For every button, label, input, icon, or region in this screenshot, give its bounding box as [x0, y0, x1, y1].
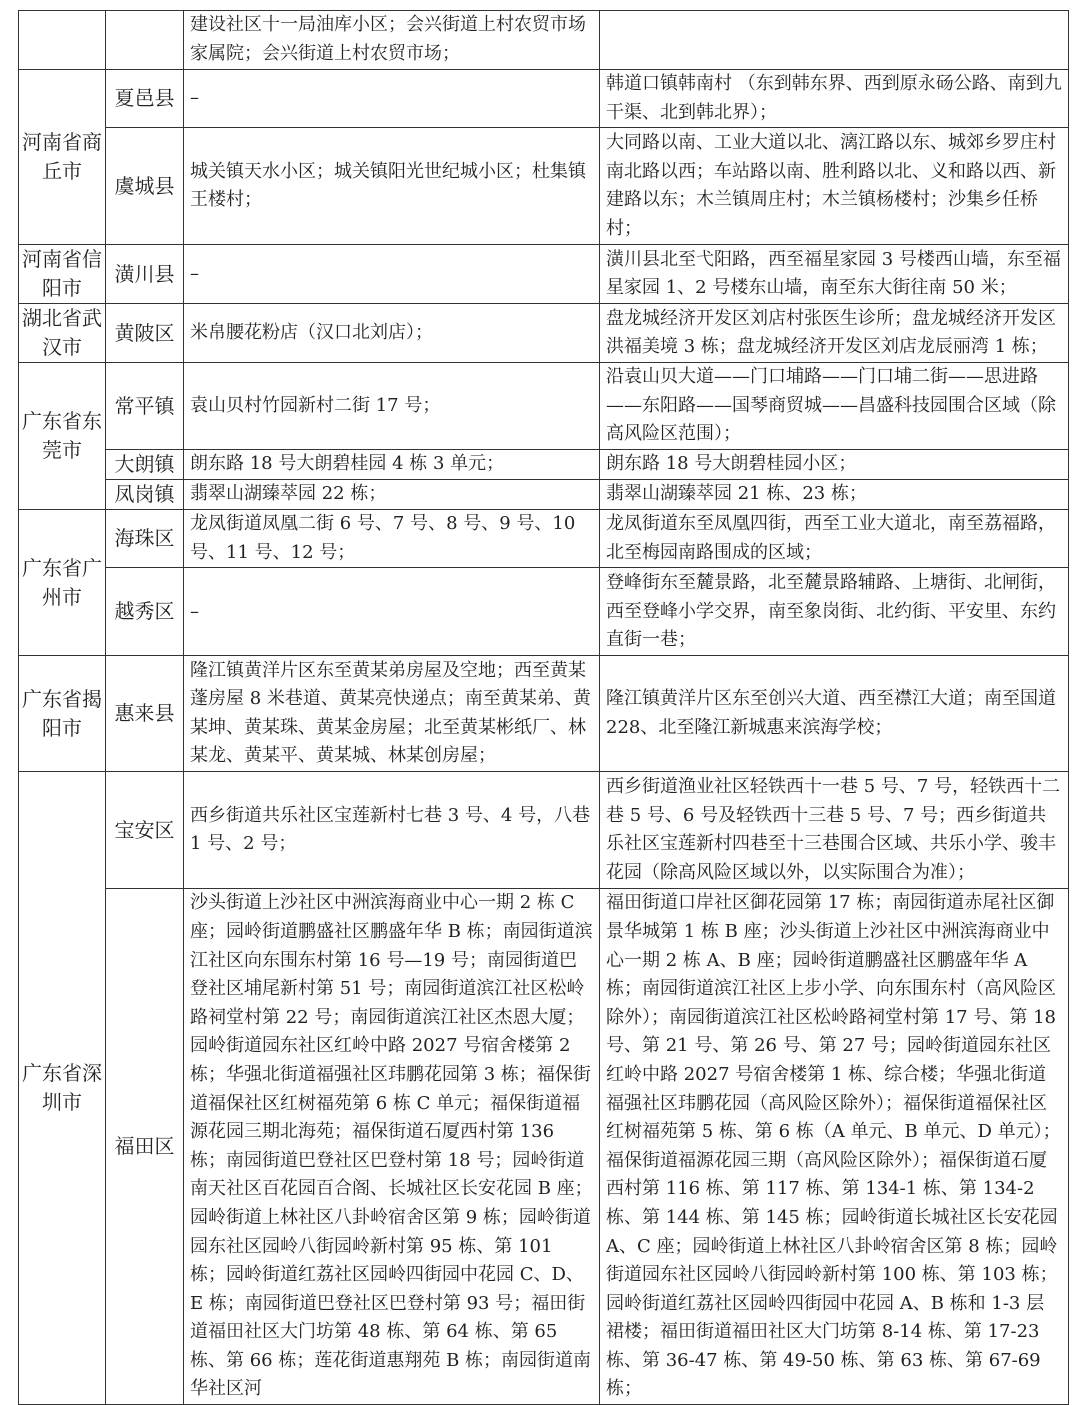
mid-risk-cell: 西乡街道渔业社区轻铁西十一巷 5 号、7 号，轻铁西十二巷 5 号、6 号及轻铁西十三巷 5 号、7 号；西乡街道共乐社区宝莲新村四巷至十三巷围合区域、共乐小学、骏丰花园（除高风险区域以外，以实际围合为准）； [600, 772, 1069, 889]
table-row [19, 889, 1069, 1405]
province-cell [19, 11, 106, 70]
mid-risk-cell: 沿袁山贝大道——门口埔路——门口埔二街——思进路——东阳路——国琴商贸城——昌盛科技园围合区域（除高风险区范围）； [600, 363, 1069, 450]
high-risk-cell: 袁山贝村竹园新村二街 17 号； [184, 363, 600, 450]
province-cell: 广东省深圳市 [19, 772, 106, 1405]
high-risk-cell: – [184, 568, 600, 656]
table-row [19, 304, 1069, 363]
district-cell: 越秀区 [106, 568, 184, 656]
high-risk-cell: 隆江镇黄洋片区东至黄某弟房屋及空地；西至黄某蓬房屋 8 米巷道、黄某亮快递点；南至黄某弟、黄某坤、黄某珠、黄某金房屋；北至黄某彬纸厂、林某龙、黄某平、黄某城、林某创房屋； [184, 656, 600, 772]
high-risk-cell: 建设社区十一局油库小区；会兴街道上村农贸市场家属院；会兴街道上村农贸市场； [184, 11, 600, 70]
province-cell: 湖北省武汉市 [19, 304, 106, 363]
mid-risk-cell: 韩道口镇韩南村 （东到韩东界、西到原永砀公路、南到九干渠、北到韩北界）； [600, 70, 1069, 128]
table-row [19, 363, 1069, 450]
province-cell: 河南省信阳市 [19, 245, 106, 304]
high-risk-cell: 朗东路 18 号大朗碧桂园 4 栋 3 单元； [184, 450, 600, 480]
district-cell: 常平镇 [106, 363, 184, 450]
high-risk-cell: 沙头街道上沙社区中洲滨海商业中心一期 2 栋 C 座；园岭街道鹏盛社区鹏盛年华 B 栋；南园街道滨江社区向东围东村第 16 号—19 号；南园街道巴登社区埔尾新村第 51 号；南园街道滨江社区松岭路祠堂村第 22 号；南园街道滨江社区杰恩大厦；园岭街道园东社区红岭中路 2027 号宿舍楼第 2 栋；华强北街道福强社区玮鹏花园第 3 栋；福保街道福保社区红树福苑第 6 栋 C 单元；福保街道福源花园三期北海苑；福保街道石厦西村第 136 栋；南园街道巴登社区巴登村第 18 号；园岭街道南天社区百花园百合阁、长城社区长安花园 B 座；园岭街道上林社区八卦岭宿舍区第 9 栋；园岭街道园东社区园岭八街园岭新村第 95 栋、第 101 栋；园岭街道红荔社区园岭四街园中花园 C、D、E 栋；南园街道巴登社区巴登村第 93 号；福田街道福田社区大门坊第 48 栋、第 64 栋、第 65 栋、第 66 栋；莲花街道惠翔苑 B 栋；南园街道南华社区河 [184, 889, 600, 1405]
province-cell: 广东省广州市 [19, 510, 106, 656]
province-cell: 广东省东莞市 [19, 363, 106, 510]
table-row [19, 128, 1069, 245]
table-row [19, 450, 1069, 480]
district-cell [106, 11, 184, 70]
district-cell: 虞城县 [106, 128, 184, 245]
high-risk-cell: 城关镇天水小区；城关镇阳光世纪城小区；杜集镇王楼村； [184, 128, 600, 245]
mid-risk-cell: 龙凤街道东至凤凰四街，西至工业大道北，南至荔福路，北至梅园南路围成的区域； [600, 510, 1069, 568]
risk-area-table [18, 10, 1069, 1405]
table-row [19, 568, 1069, 656]
mid-risk-cell: 福田街道口岸社区御花园第 17 栋；南园街道赤尾社区御景华城第 1 栋 B 座；沙头街道上沙社区中洲滨海商业中心一期 2 栋 A、B 座；园岭街道鹏盛社区鹏盛年华 A 栋；南园街道滨江社区上步小学、向东围东村（高风险区除外）；南园街道滨江社区松岭路祠堂村第 17 号、第 18 号、第 21 号、第 26 号、第 27 号；园岭街道园东社区红岭中路 2027 号宿舍楼第 1 栋、综合楼；华强北街道福强社区玮鹏花园（高风险区除外）；福保街道福保社区红树福苑第 5 栋、第 6 栋（A 单元、B 单元、D 单元）；福保街道福源花园三期（高风险区除外）；福保街道石厦西村第 116 栋、第 117 栋、第 134-1 栋、第 134-2 栋、第 144 栋、第 145 栋；园岭街道长城社区长安花园 A、C 座；园岭街道上林社区八卦岭宿舍区第 8 栋；园岭街道园东社区园岭八街园岭新村第 100 栋、第 103 栋；园岭街道红荔社区园岭四街园中花园 A、B 栋和 1-3 层裙楼；福田街道福田社区大门坊第 8-14 栋、第 17-23 栋、第 36-47 栋、第 49-50 栋、第 63 栋、第 67-69 栋； [600, 889, 1069, 1405]
table-row [19, 11, 1069, 70]
mid-risk-cell: 盘龙城经济开发区刘店村张医生诊所；盘龙城经济开发区洪福美境 3 栋；盘龙城经济开发区刘店龙辰丽湾 1 栋； [600, 304, 1069, 363]
table-row [19, 772, 1069, 889]
district-cell: 福田区 [106, 889, 184, 1405]
table-row [19, 480, 1069, 510]
district-cell: 凤岗镇 [106, 480, 184, 510]
mid-risk-cell: 翡翠山湖臻萃园 21 栋、23 栋； [600, 480, 1069, 510]
district-cell: 夏邑县 [106, 70, 184, 128]
table-row [19, 656, 1069, 772]
district-cell: 海珠区 [106, 510, 184, 568]
district-cell: 宝安区 [106, 772, 184, 889]
high-risk-cell: – [184, 70, 600, 128]
mid-risk-cell: 隆江镇黄洋片区东至创兴大道、西至襟江大道；南至国道 228、北至隆江新城惠来滨海学校； [600, 656, 1069, 772]
mid-risk-cell [600, 11, 1069, 70]
province-cell: 河南省商丘市 [19, 70, 106, 245]
district-cell: 惠来县 [106, 656, 184, 772]
high-risk-cell: 翡翠山湖臻萃园 22 栋； [184, 480, 600, 510]
high-risk-cell: – [184, 245, 600, 304]
district-cell: 潢川县 [106, 245, 184, 304]
district-cell: 黄陂区 [106, 304, 184, 363]
mid-risk-cell: 登峰街东至麓景路，北至麓景路辅路、上塘街、北闸街，西至登峰小学交界，南至象岗街、北约街、平安里、东约直街一巷； [600, 568, 1069, 656]
district-cell: 大朗镇 [106, 450, 184, 480]
mid-risk-cell: 朗东路 18 号大朗碧桂园小区； [600, 450, 1069, 480]
table-row [19, 245, 1069, 304]
mid-risk-cell: 大同路以南、工业大道以北、漓江路以东、城郊乡罗庄村南北路以西；车站路以南、胜利路以北、义和路以西、新建路以东；木兰镇周庄村；木兰镇杨楼村；沙集乡任桥村； [600, 128, 1069, 245]
table-row [19, 510, 1069, 568]
high-risk-cell: 米帛腰花粉店（汉口北刘店）； [184, 304, 600, 363]
table-row [19, 70, 1069, 128]
province-cell: 广东省揭阳市 [19, 656, 106, 772]
high-risk-cell: 西乡街道共乐社区宝莲新村七巷 3 号、4 号，八巷 1 号、2 号； [184, 772, 600, 889]
high-risk-cell: 龙凤街道凤凰二街 6 号、7 号、8 号、9 号、10 号、11 号、12 号； [184, 510, 600, 568]
mid-risk-cell: 潢川县北至弋阳路，西至福星家园 3 号楼西山墙，东至福星家园 1、2 号楼东山墙，南至东大街往南 50 米； [600, 245, 1069, 304]
